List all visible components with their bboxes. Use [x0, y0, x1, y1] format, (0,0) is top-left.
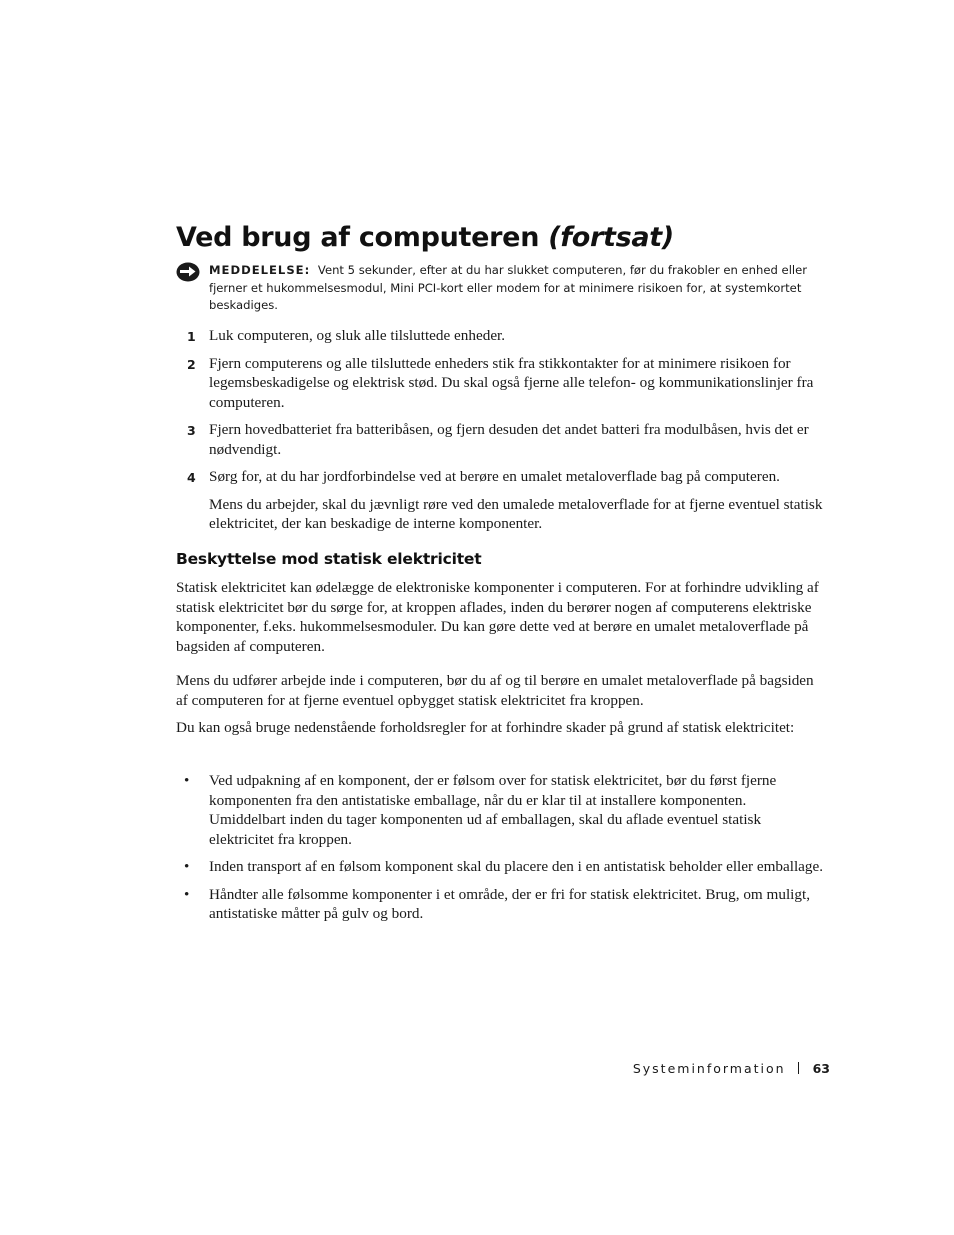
step-number: 3: [187, 423, 196, 438]
step-number: 2: [187, 356, 196, 372]
step-text: Fjern computerens og alle tilsluttede enheders stik fra stikkontakter for at minimere risikoen for legemsbeskadigelse og elektrisk stød. Du skal også fjerne alle telefon- og kommunikationslinjer fra computeren.: [209, 354, 814, 411]
body-paragraph: Du kan også bruge nedenstående forholdsregler for at forhindre skader på grund af statisk elektricitet:: [176, 719, 795, 736]
body-paragraph: Mens du udfører arbejde inde i computeren, bør du af og til berøre en umalet metaloverflade på bagsiden af computeren for at fjerne eventuel opbygget statisk elektricitet fra kroppen.: [176, 672, 814, 709]
step-item: [176, 354, 826, 413]
page-title-suffix: (fortsat): [548, 222, 674, 253]
bullet-item: [176, 771, 826, 849]
notice-label: MEDDELELSE:: [209, 263, 311, 277]
footer-divider: [798, 1062, 799, 1074]
footer-section-name: Systeminformation: [632, 1061, 786, 1076]
step-item: [176, 420, 826, 459]
step-text: Fjern hovedbatteriet fra batteribåsen, og fjern desuden det andet batteri fra modulbåsen, hvis det er nødvendigt.: [209, 421, 809, 458]
step-text: Sørg for, at du har jordforbindelse ved at berøre en umalet metaloverflade bag på computeren.: [209, 468, 780, 485]
bullet-dot: •: [184, 858, 190, 875]
page-number: 63: [812, 1061, 830, 1076]
page-footer: [633, 1061, 830, 1076]
precautions-list: [176, 771, 826, 924]
notice-hand-icon: [176, 262, 200, 282]
body-paragraph: Statisk elektricitet kan ødelægge de elektroniske komponenter i computeren. For at forhindre udvikling af statisk elektricitet bør du sørge for, at kroppen aflades, inden du berører nogen af computerens elektriske komponenter, f.eks. hukommelsesmoduler. Du kan gøre dette ved at berøre en umalet metaloverflade på bagsiden af computeren.: [176, 579, 819, 655]
page-title-main: Ved brug af computeren: [176, 222, 540, 253]
step-note: Mens du arbejder, skal du jævnligt røre ved den umalede metaloverflade for at fjerne eventuel statisk elektricitet, der kan beskadige de interne komponenter.: [209, 495, 823, 532]
step-item: [176, 326, 826, 346]
notice-text-block: [209, 262, 826, 315]
bullet-text: Ved udpakning af en komponent, der er følsom over for statisk elektricitet, bør du først fjerne komponenten fra den antistatiske emballage, når du er klar til at installere komponenten. Umiddelbart inden du tager komponenten ud af emballagen, skal du aflade eventuel statisk elektricitet fra kroppen.: [209, 772, 777, 848]
bullet-item: [176, 857, 826, 877]
bullet-item: [176, 885, 826, 924]
bullet-text: Inden transport af en følsom komponent skal du placere den i en antistatisk beholder eller emballage.: [209, 858, 824, 875]
notice-box: [176, 262, 826, 315]
section-heading: Beskyttelse mod statisk elektricitet: [176, 550, 482, 568]
step-number: 4: [187, 470, 196, 485]
bullet-dot: •: [184, 885, 190, 903]
steps-list: [176, 326, 826, 534]
bullet-text: Håndter alle følsomme komponenter i et område, der er fri for statisk elektricitet. Brug, om muligt, antistatiske måtter på gulv og bord.: [209, 885, 810, 922]
step-item: [176, 467, 826, 534]
step-text: Luk computeren, og sluk alle tilsluttede enheder.: [209, 327, 506, 344]
step-number: 1: [187, 329, 196, 344]
bullet-dot: •: [184, 772, 190, 789]
notice-body: Vent 5 sekunder, efter at du har slukket computeren, før du frakobler en enhed eller fjerner et hukommelsesmodul, Mini PCI-kort eller modem for at minimere risikoen for, at systemkortet beskadiges.: [209, 263, 808, 312]
page-title: [176, 222, 674, 253]
